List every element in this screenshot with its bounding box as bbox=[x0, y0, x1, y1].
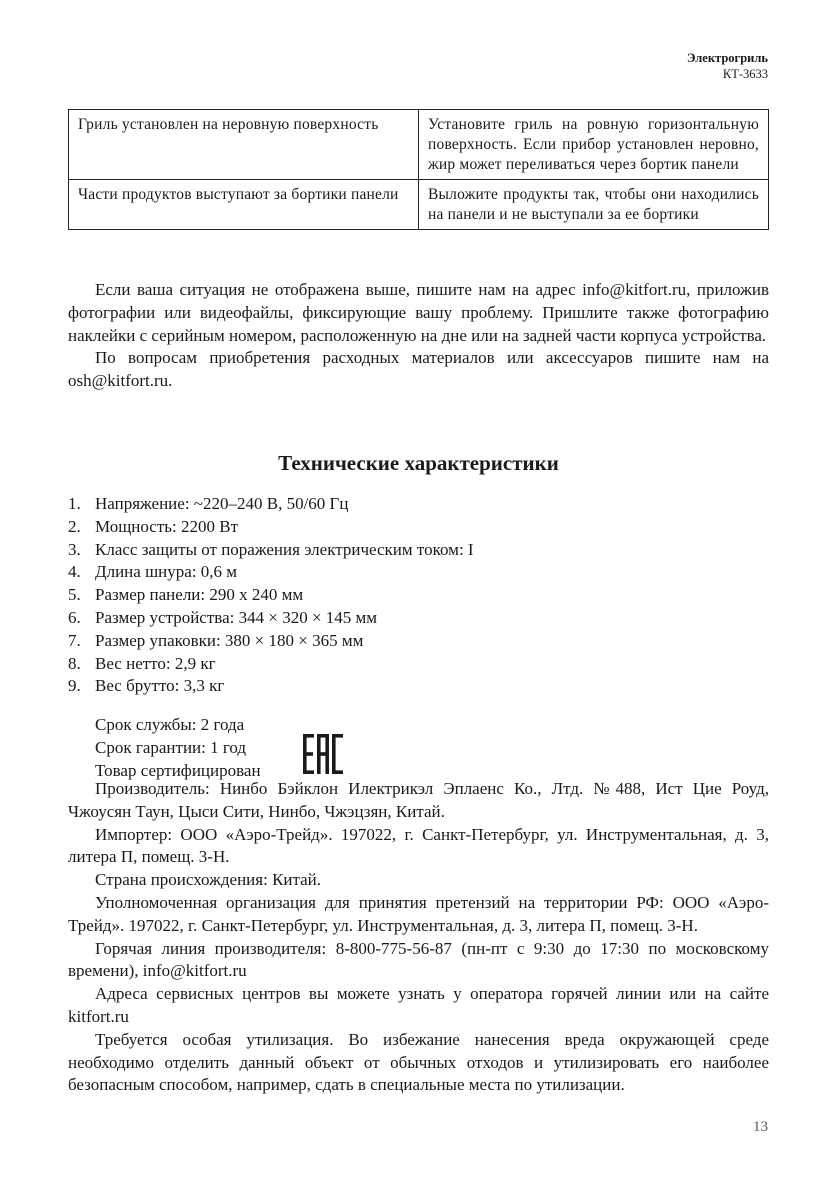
list-item-text: Длина шнура: 0,6 м bbox=[95, 562, 238, 582]
list-item-number: 1. bbox=[68, 494, 81, 513]
list-item-number: 3. bbox=[68, 539, 81, 559]
page-number: 13 bbox=[753, 1119, 768, 1135]
list-item bbox=[68, 584, 474, 607]
list-item bbox=[68, 493, 474, 516]
table-row bbox=[69, 180, 769, 230]
paragraph: По вопросам приобретения расходных материалов или аксессуаров пишите нам на osh@kitfort.ru. bbox=[68, 348, 769, 391]
list-item-number: 4. bbox=[68, 562, 81, 582]
section-title: Технические характеристики bbox=[278, 451, 559, 475]
header-model: КТ-3633 bbox=[722, 67, 768, 81]
list-item bbox=[68, 539, 474, 562]
page-header bbox=[687, 50, 768, 82]
disposal-paragraph: Требуется особая утилизация. Во избежание нанесения вреда окружающей среде необходимо отделить данный объект от обычных отходов и утилизировать его наиболее безопасным способом, например, сдать в специальные места по утилизации. bbox=[68, 1029, 769, 1095]
header-product-name: Электрогриль bbox=[686, 51, 768, 65]
importer-paragraph: Импортер: ООО «Аэро-Трейд». 197022, г. Санкт-Петербург, ул. Инструментальная, д. 3, литера П, помещ. 3-Н. bbox=[68, 824, 769, 867]
table-row bbox=[69, 110, 769, 180]
table-cell-solution: Выложите продукты так, чтобы они находились на панели и не выступали за ее бортики bbox=[419, 180, 769, 230]
list-item-text: Вес нетто: 2,9 кг bbox=[95, 653, 216, 673]
list-item-text: Размер панели: 290 x 240 мм bbox=[95, 585, 304, 605]
list-item bbox=[68, 607, 474, 630]
paragraph: Если ваша ситуация не отображена выше, пишите нам на адрес info@kitfort.ru, приложив фотографии или видеофайлы, фиксирующие вашу проблему. Пришлите также фотографию наклейки с серийным номером, расположенную на дне или на задней части корпуса устройства. bbox=[68, 280, 769, 345]
list-item-number: 8. bbox=[68, 653, 81, 673]
table-cell-cause: Гриль установлен на неровную поверхность bbox=[69, 110, 419, 180]
hotline-paragraph: Горячая линия производителя: 8-800-775-56-87 (пн-пт с 9:30 до 17:30 по московскому времени), info@kitfort.ru bbox=[68, 938, 769, 981]
list-item-text: Размер устройства: 344 × 320 × 145 мм bbox=[95, 607, 378, 627]
list-item bbox=[68, 516, 474, 539]
service-life: Срок службы: 2 года bbox=[95, 715, 245, 734]
list-item-number: 5. bbox=[68, 585, 81, 605]
list-item bbox=[68, 630, 474, 653]
list-item-text: Напряжение: ~220–240 В, 50/60 Гц bbox=[95, 494, 349, 513]
list-item-text: Мощность: 2200 Вт bbox=[95, 516, 239, 536]
manufacturer-paragraph: Производитель: Нинбо Бэйклон Илектрикэл Эплаенс Ко., Лтд. №488, Ист Цие Роуд, Чжоусян Таун, Цыси Сити, Нинбо, Чжэцзян, Китай. bbox=[68, 779, 769, 821]
list-item-number: 6. bbox=[68, 607, 81, 627]
list-item-number: 9. bbox=[68, 676, 81, 696]
service-info bbox=[95, 714, 261, 782]
list-item bbox=[68, 653, 474, 676]
warranty-period: Срок гарантии: 1 год bbox=[95, 737, 247, 757]
contact-intro bbox=[68, 279, 769, 393]
list-item bbox=[68, 561, 474, 584]
list-item-text: Вес брутто: 3,3 кг bbox=[95, 676, 225, 696]
eac-mark-icon bbox=[303, 734, 343, 774]
list-item bbox=[68, 675, 474, 698]
list-item-text: Размер упаковки: 380 × 180 × 365 мм bbox=[95, 630, 364, 650]
troubleshooting-table bbox=[68, 109, 769, 230]
table-cell-solution: Установите гриль на ровную горизонтальную поверхность. Если прибор установлен неровно, жир может переливаться через бортик панели bbox=[419, 110, 769, 180]
table-cell-cause: Части продуктов выступают за бортики панели bbox=[69, 180, 419, 230]
list-item-number: 7. bbox=[68, 630, 81, 650]
certification-text: Товар сертифицирован bbox=[95, 760, 261, 780]
service-centers-paragraph: Адреса сервисных центров вы можете узнать у оператора горячей линии или на сайте kitfort.ru bbox=[68, 984, 769, 1026]
specs-list bbox=[68, 493, 474, 698]
list-item-text: Класс защиты от поражения электрическим током: I bbox=[95, 539, 474, 559]
origin-paragraph: Страна происхождения: Китай. bbox=[95, 870, 322, 890]
list-item-number: 2. bbox=[68, 516, 81, 536]
legal-info bbox=[68, 778, 769, 1097]
claims-organization-paragraph: Уполномоченная организация для принятия претензий на территории РФ: ООО «Аэро-Трейд». 197022, г. Санкт-Петербург, ул. Инструментальная, д. 3, литера П, помещ. 3-Н. bbox=[68, 892, 769, 935]
